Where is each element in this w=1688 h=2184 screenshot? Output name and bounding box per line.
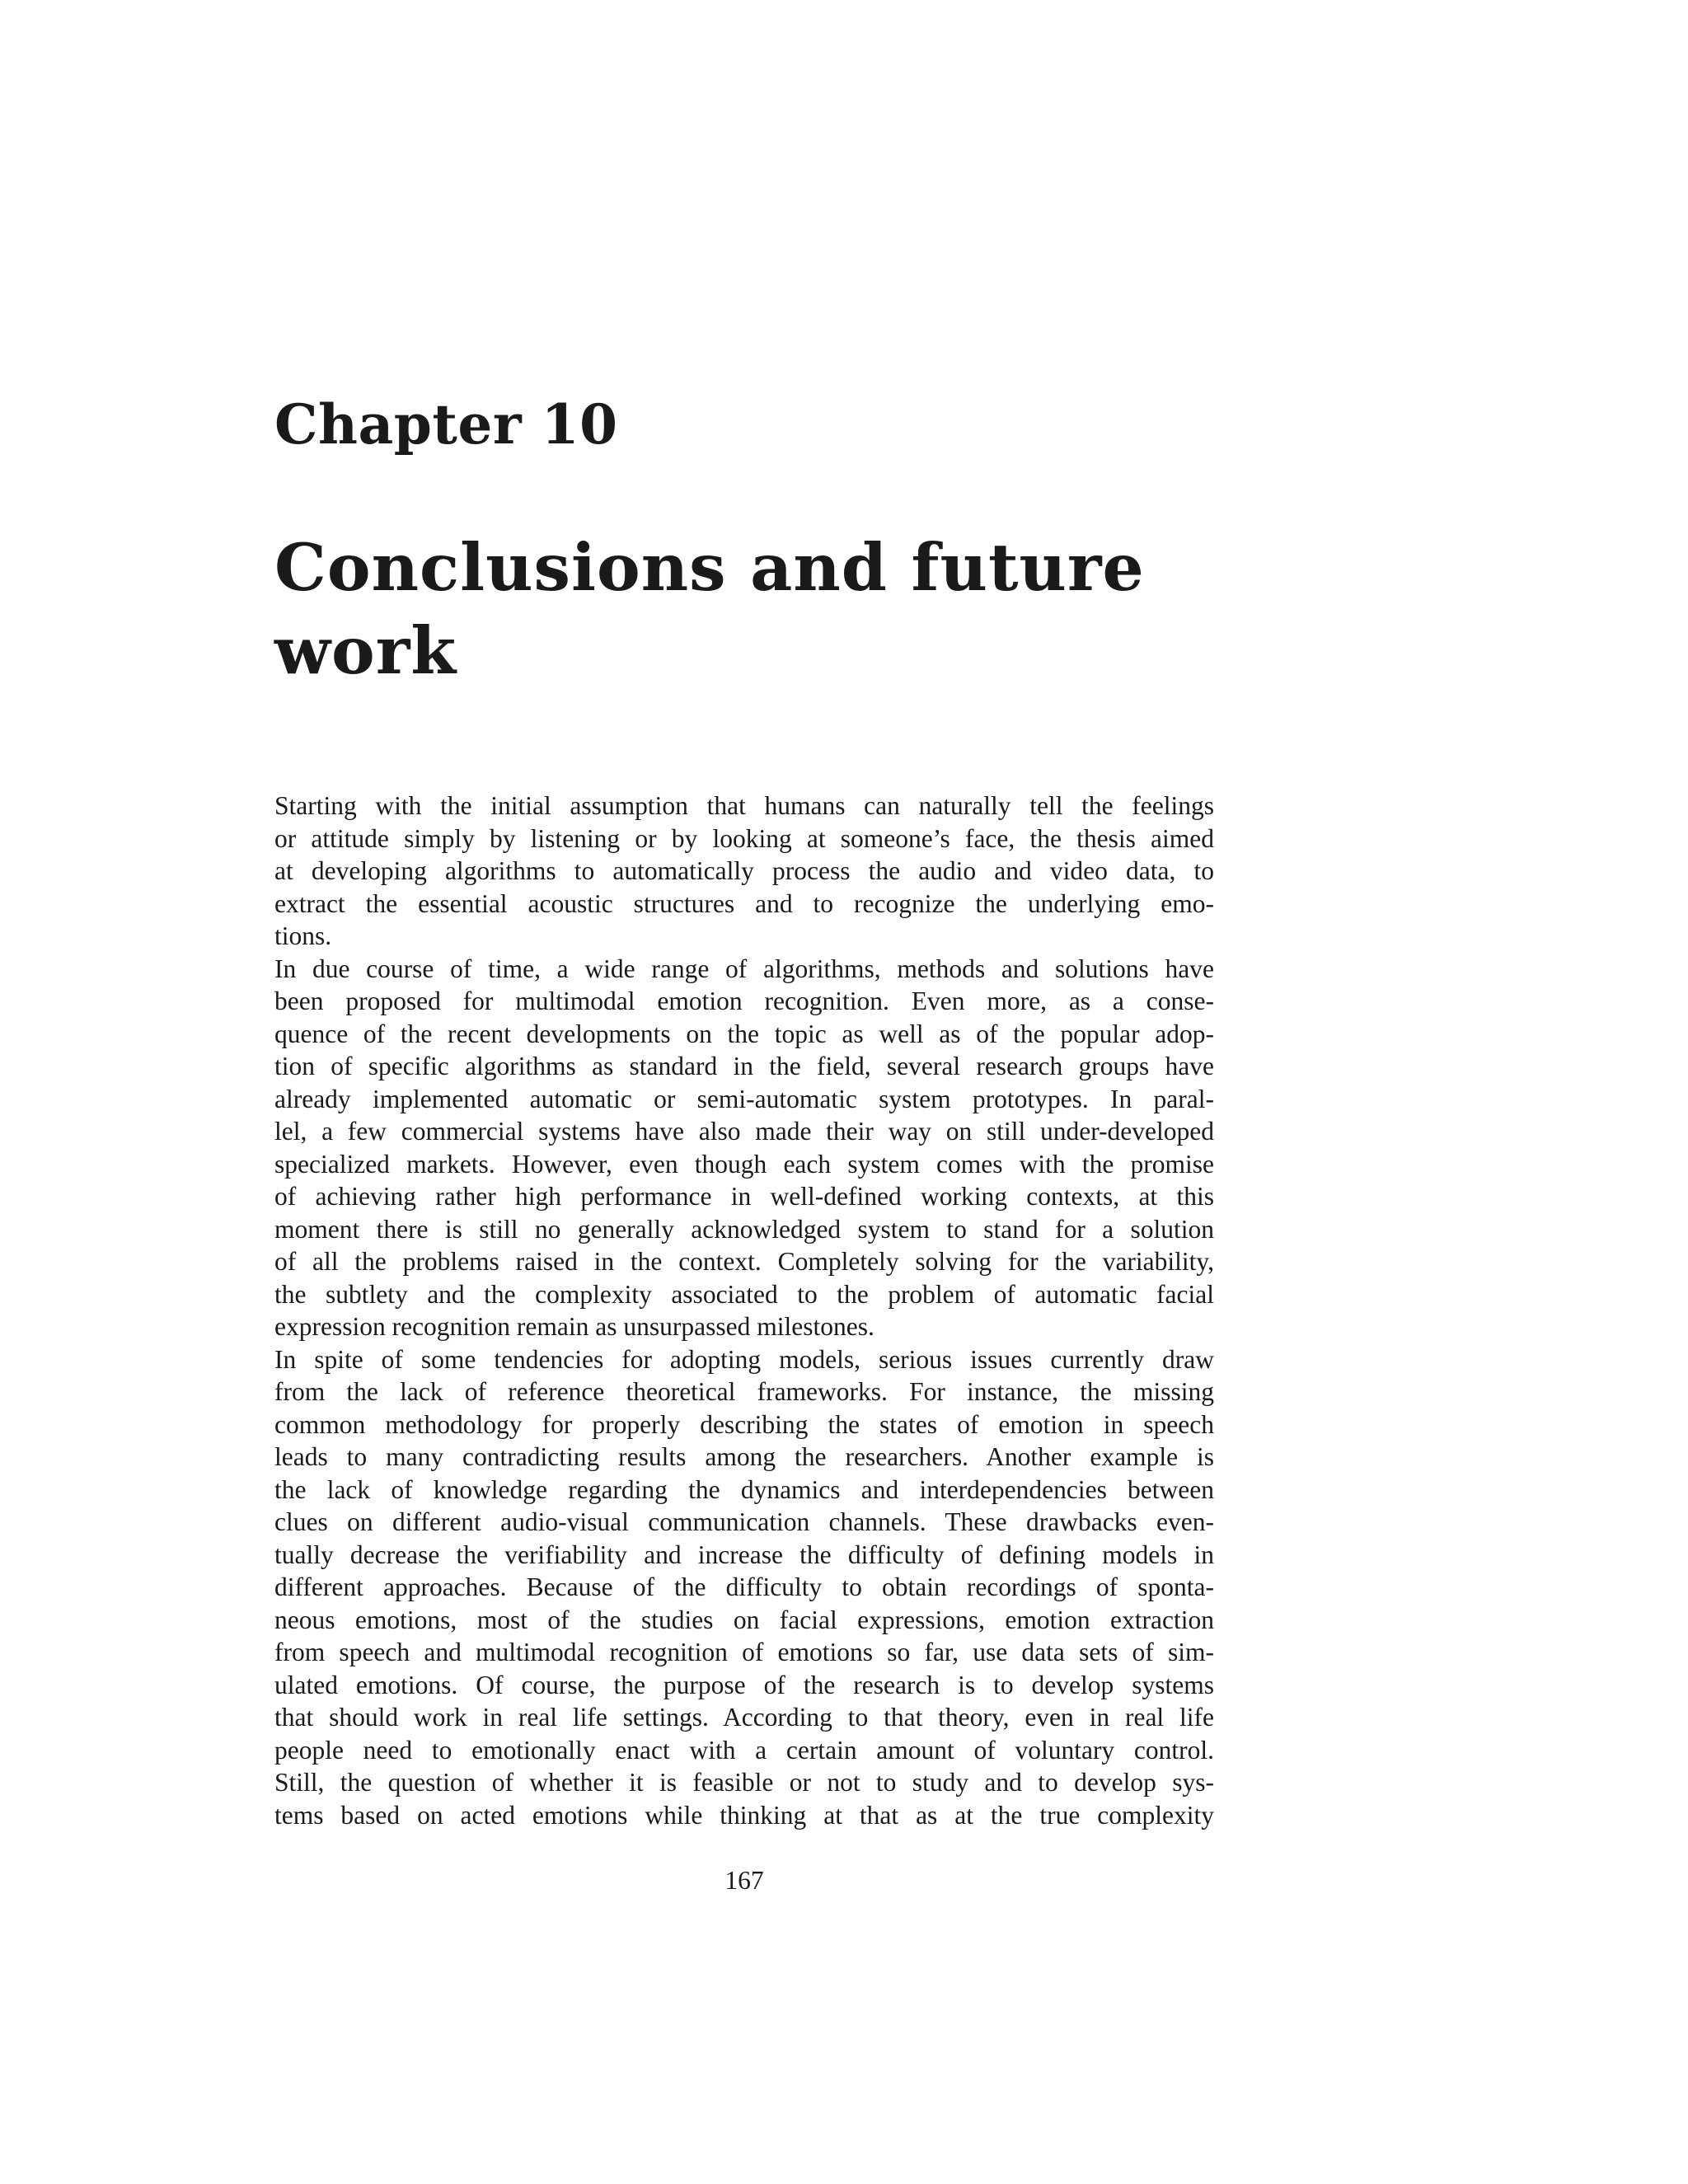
text-line: tion of specific algorithms as standard in the field, several research groups have bbox=[274, 1052, 1214, 1080]
text-line: the lack of knowledge regarding the dynamics and interdependencies between bbox=[274, 1474, 1214, 1504]
text-line: tions. bbox=[274, 921, 332, 950]
text-line: that should work in real life settings. According to that theory, even in real life bbox=[274, 1703, 1214, 1732]
body-text bbox=[274, 790, 1214, 1831]
text-line: quence of the recent developments on the topic as well as of the popular adop- bbox=[274, 1019, 1214, 1048]
text-line: common methodology for properly describing the states of emotion in speech bbox=[274, 1409, 1214, 1439]
paragraph bbox=[274, 1343, 1214, 1832]
text-line: neous emotions, most of the studies on facial expressions, emotion extraction bbox=[274, 1605, 1214, 1634]
text-line: ulated emotions. Of course, the purpose of the research is to develop systems bbox=[274, 1670, 1214, 1699]
text-line: lel, a few commercial systems have also made their way on still under-developed bbox=[274, 1117, 1214, 1146]
text-line: from speech and multimodal recognition of emotions so far, use data sets of sim- bbox=[274, 1638, 1214, 1666]
text-line: leads to many contradicting results among the researchers. Another example is bbox=[274, 1442, 1214, 1471]
chapter-title-line: work bbox=[274, 612, 457, 689]
text-line: tems based on acted emotions while thinking at that as at the true complexity bbox=[274, 1800, 1214, 1830]
text-line: moment there is still no generally acknowledged system to stand for a solution bbox=[274, 1214, 1214, 1244]
text-line: different approaches. Because of the difficulty to obtain recordings of sponta- bbox=[274, 1572, 1214, 1601]
chapter-label: Chapter 10 bbox=[274, 392, 618, 457]
text-line: specialized markets. However, even though each system comes with the promise bbox=[274, 1149, 1214, 1179]
text-line: been proposed for multimodal emotion recognition. Even more, as a conse- bbox=[274, 987, 1214, 1015]
chapter-title bbox=[274, 526, 1222, 692]
chapter-title-line: Conclusions and future bbox=[274, 529, 1145, 606]
text-line: at developing algorithms to automatically process the audio and video data, to bbox=[274, 856, 1214, 885]
page-number: 167 bbox=[724, 1866, 764, 1895]
text-line: Still, the question of whether it is feasible or not to study and to develop sys- bbox=[274, 1768, 1214, 1797]
paragraph bbox=[274, 790, 1214, 953]
text-line: In due course of time, a wide range of algorithms, methods and solutions have bbox=[274, 954, 1214, 983]
paragraph bbox=[274, 953, 1214, 1343]
text-line: already implemented automatic or semi-automatic system prototypes. In paral- bbox=[274, 1084, 1214, 1113]
text-line: the subtlety and the complexity associated to the problem of automatic facial bbox=[274, 1279, 1214, 1309]
text-line: clues on different audio-visual communication channels. These drawbacks even- bbox=[274, 1507, 1214, 1536]
text-line: Starting with the initial assumption that humans can naturally tell the feelings bbox=[274, 791, 1214, 820]
text-line: of all the problems raised in the context. Completely solving for the variability, bbox=[274, 1247, 1214, 1276]
text-line: of achieving rather high performance in well-defined working contexts, at this bbox=[274, 1182, 1214, 1211]
text-line: extract the essential acoustic structures and to recognize the underlying emo- bbox=[274, 888, 1214, 918]
text-line: from the lack of reference theoretical frameworks. For instance, the missing bbox=[274, 1377, 1214, 1406]
text-line: people need to emotionally enact with a certain amount of voluntary control. bbox=[274, 1735, 1214, 1765]
text-line: expression recognition remain as unsurpassed milestones. bbox=[274, 1312, 874, 1341]
text-line: tually decrease the verifiability and increase the difficulty of defining models in bbox=[274, 1540, 1214, 1569]
text-line: In spite of some tendencies for adopting models, serious issues currently draw bbox=[274, 1344, 1214, 1374]
text-line: or attitude simply by listening or by looking at someone’s face, the thesis aimed bbox=[274, 823, 1214, 853]
